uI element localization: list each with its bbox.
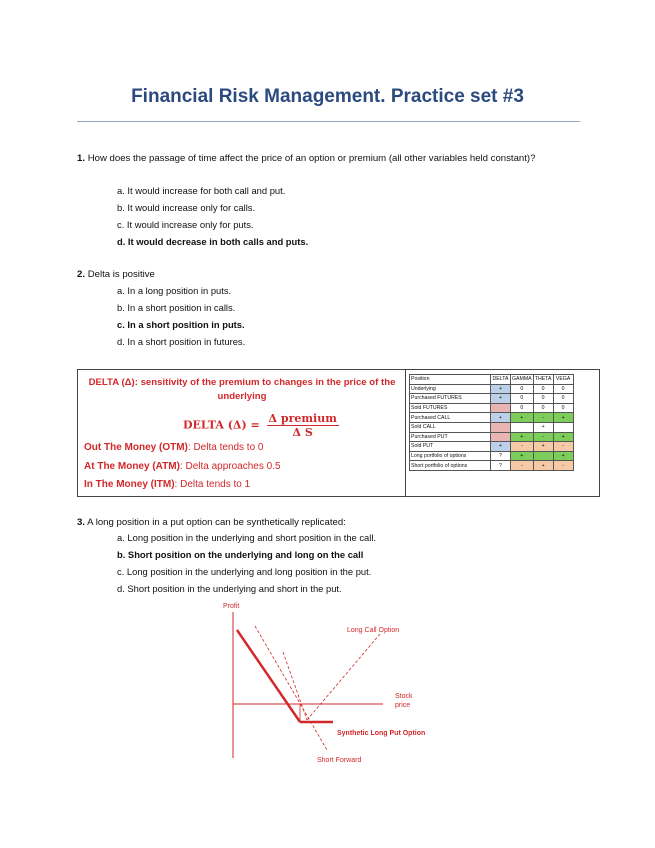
table-cell: + bbox=[553, 432, 573, 442]
table-cell: + bbox=[491, 413, 511, 423]
table-header-cell: GAMMA bbox=[512, 376, 532, 383]
table-cell: - bbox=[553, 442, 573, 452]
table-row bbox=[410, 422, 574, 432]
question-2 bbox=[77, 267, 580, 282]
table-cell: + bbox=[553, 413, 573, 423]
table-cell: + bbox=[511, 432, 534, 442]
otm-label: Out The Money (OTM) bbox=[84, 442, 188, 453]
q3-option-b: b. Short position on the underlying and long on the call bbox=[117, 549, 364, 560]
synthetic-put-slope bbox=[237, 630, 300, 722]
page-title: Financial Risk Management. Practice set #3 bbox=[131, 86, 524, 107]
table-cell: 0 bbox=[553, 384, 573, 394]
q1-option-d: d. It would decrease in both calls and puts. bbox=[117, 236, 309, 247]
row-label: Underlying bbox=[410, 384, 491, 394]
table-cell: - bbox=[533, 413, 553, 423]
table-cell: ? bbox=[491, 461, 511, 471]
question-text: How does the passage of time affect the price of an option or premium (all other variables held constant)? bbox=[87, 153, 536, 164]
table-cell: 0 bbox=[553, 403, 573, 413]
otm-text: : Delta tends to 0 bbox=[187, 442, 264, 453]
otm-line bbox=[84, 442, 264, 453]
table-cell: 0 bbox=[553, 394, 573, 404]
table-cell: + bbox=[511, 451, 534, 461]
row-label: Sold FUTURES bbox=[410, 403, 491, 413]
table-cell: 0 bbox=[533, 394, 553, 404]
question-1 bbox=[77, 151, 580, 166]
q3-option-d: d. Short position in the underlying and short in the put. bbox=[117, 583, 342, 594]
table-cell bbox=[491, 422, 511, 432]
question-number: 1. bbox=[77, 153, 86, 164]
q3-option-c: c. Long position in the underlying and long position in the put. bbox=[117, 566, 372, 577]
payoff-diagram bbox=[215, 598, 445, 768]
stock-label-1: Stock bbox=[395, 693, 413, 700]
table-cell bbox=[553, 422, 573, 432]
table-row bbox=[410, 451, 574, 461]
itm-label: In The Money (ITM) bbox=[84, 479, 175, 490]
table-cell: + bbox=[491, 394, 511, 404]
table-row bbox=[410, 432, 574, 442]
question-number: 3. bbox=[77, 517, 86, 528]
table-row bbox=[410, 394, 574, 404]
table-cell: 0 bbox=[533, 384, 553, 394]
delta-formula bbox=[183, 412, 339, 439]
long-call-line bbox=[307, 634, 380, 720]
formula-denominator: Δ S bbox=[292, 426, 313, 439]
itm-text: : Delta tends to 1 bbox=[174, 479, 251, 490]
q2-option-c: c. In a short position in puts. bbox=[117, 319, 245, 330]
table-cell: 0 bbox=[511, 403, 534, 413]
table-row bbox=[410, 442, 574, 452]
row-label: Purchased PUT bbox=[410, 432, 491, 442]
question-text: A long position in a put option can be synthetically replicated: bbox=[87, 517, 346, 528]
long-call-label: Long Call Option bbox=[347, 627, 400, 634]
formula-left: DELTA (Δ) = bbox=[183, 418, 260, 432]
atm-label: At The Money (ATM) bbox=[84, 461, 180, 472]
q1-option-b: b. It would increase only for calls. bbox=[117, 202, 256, 213]
table-cell: 0 bbox=[511, 394, 534, 404]
short-forward-label: Short Forward bbox=[317, 757, 362, 764]
table-cell: - bbox=[553, 461, 573, 471]
table-cell: + bbox=[553, 451, 573, 461]
table-header-cell: THETA bbox=[534, 376, 552, 383]
table-row bbox=[410, 384, 574, 394]
table-cell: + bbox=[491, 442, 511, 452]
table-cell: ? bbox=[491, 451, 511, 461]
synthetic-put-label: Synthetic Long Put Option bbox=[337, 730, 426, 737]
table-cell: - bbox=[511, 442, 534, 452]
q2-option-b: b. In a short position in calls. bbox=[117, 302, 236, 313]
delta-definition bbox=[86, 376, 398, 404]
row-label: Purchased CALL bbox=[410, 413, 491, 423]
itm-line bbox=[84, 479, 250, 490]
table-cell: + bbox=[491, 384, 511, 394]
table-cell bbox=[491, 403, 511, 413]
question-number: 2. bbox=[77, 269, 86, 280]
y-axis-label: Profit bbox=[223, 603, 240, 610]
box-divider bbox=[405, 370, 406, 496]
row-label: Short portfolio of options bbox=[410, 461, 491, 471]
table-header-cell: Position bbox=[410, 375, 491, 385]
row-label: Purchased FUTURES bbox=[410, 394, 491, 404]
table-header-cell: VEGA bbox=[553, 375, 573, 385]
delta-definition-label: DELTA (Δ) bbox=[88, 377, 135, 388]
table-cell: + bbox=[533, 422, 553, 432]
q1-option-c: c. It would increase only for puts. bbox=[117, 219, 254, 230]
q1-option-a: a. It would increase for both call and put. bbox=[117, 185, 286, 196]
table-row bbox=[410, 403, 574, 413]
table-cell: 0 bbox=[533, 403, 553, 413]
table-cell: + bbox=[511, 413, 534, 423]
table-row bbox=[410, 413, 574, 423]
row-label: Sold CALL bbox=[410, 422, 491, 432]
short-forward-line bbox=[255, 626, 327, 750]
title-underline bbox=[77, 121, 580, 122]
row-label: Long portfolio of options bbox=[410, 451, 491, 461]
table-cell: - bbox=[511, 461, 534, 471]
q2-option-d: d. In a short position in futures. bbox=[117, 336, 246, 347]
formula-numerator: Δ premium bbox=[268, 412, 337, 425]
table-cell: - bbox=[533, 432, 553, 442]
table-cell: + bbox=[533, 442, 553, 452]
delta-info-box bbox=[77, 369, 600, 497]
atm-text: : Delta approaches 0.5 bbox=[179, 461, 281, 472]
delta-definition-text: : sensitivity of the premium to changes in the price of the underlying bbox=[134, 377, 396, 402]
q2-option-a: a. In a long position in puts. bbox=[117, 285, 232, 296]
question-3 bbox=[77, 515, 580, 530]
table-row bbox=[410, 461, 574, 471]
atm-line bbox=[84, 461, 281, 472]
table-cell bbox=[511, 422, 534, 432]
q3-option-a: a. Long position in the underlying and short position in the call. bbox=[117, 532, 377, 543]
stock-label-2: price bbox=[395, 702, 411, 709]
table-cell: 0 bbox=[511, 384, 534, 394]
table-cell bbox=[533, 451, 553, 461]
row-label: Sold PUT bbox=[410, 442, 491, 452]
table-cell bbox=[491, 432, 511, 442]
formula-fraction bbox=[267, 412, 339, 439]
table-cell: + bbox=[533, 461, 553, 471]
table-header-cell: DELTA bbox=[491, 375, 511, 385]
question-text: Delta is positive bbox=[87, 269, 155, 280]
greeks-table bbox=[409, 374, 574, 471]
